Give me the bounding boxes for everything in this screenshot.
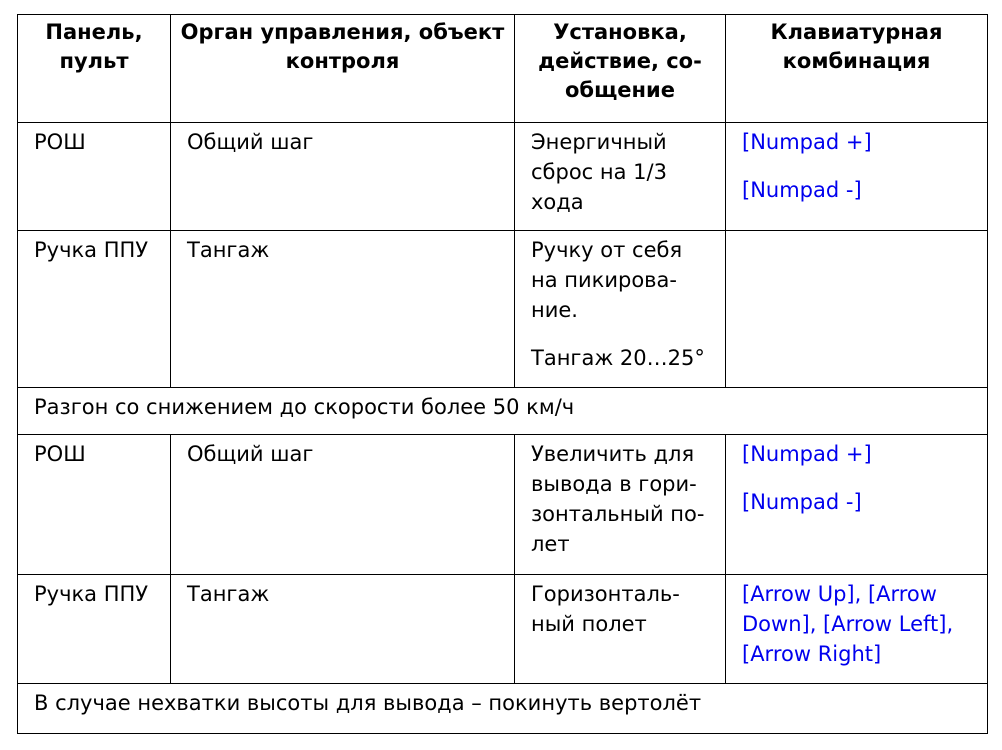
action-text: Ручку от себя на пикирова-ние. [531, 238, 683, 322]
action-text: Энергичный сброс на 1/3 хода [531, 130, 667, 214]
table-row [18, 575, 988, 684]
table-row [18, 231, 988, 388]
key-combo: [Arrow Up], [Arrow Down], [Arrow Left], [Arrow Right] [742, 582, 954, 666]
key-combo: [Numpad -] [742, 178, 862, 202]
header-panel: Панель, пульт [18, 15, 171, 123]
table-row [18, 123, 988, 231]
panel-cell: Ручка ППУ [18, 231, 171, 388]
action-cell [515, 435, 726, 575]
key-combo: [Numpad -] [742, 490, 862, 514]
header-keys: Клавиатурная комбинация [726, 15, 988, 123]
header-row [18, 15, 988, 123]
section-note: В случае нехватки высоты для вывода – покинуть вертолёт [18, 684, 988, 734]
action-cell [515, 123, 726, 231]
keys-cell [726, 231, 988, 388]
section-row [18, 684, 988, 734]
action-text: Тангаж 20…25° [531, 346, 705, 370]
keys-cell [726, 123, 988, 231]
keys-cell [726, 575, 988, 684]
key-combo: [Numpad +] [742, 130, 872, 154]
control-cell: Тангаж [171, 575, 515, 684]
panel-cell: РОШ [18, 123, 171, 231]
action-cell [515, 575, 726, 684]
table-row [18, 435, 988, 575]
section-row [18, 388, 988, 435]
control-cell: Общий шаг [171, 435, 515, 575]
panel-cell: Ручка ППУ [18, 575, 171, 684]
action-text: Горизонталь-ный полет [531, 582, 680, 636]
keys-cell [726, 435, 988, 575]
key-combo: [Numpad +] [742, 442, 872, 466]
control-cell: Общий шаг [171, 123, 515, 231]
control-cell: Тангаж [171, 231, 515, 388]
header-action: Установка, действие, со-общение [515, 15, 726, 123]
panel-cell: РОШ [18, 435, 171, 575]
action-cell [515, 231, 726, 388]
action-text: Увеличить для вывода в гори-зонтальный по-лет [531, 442, 705, 556]
section-note: Разгон со снижением до скорости более 50 км/ч [18, 388, 988, 435]
header-control: Орган управления, объект контроля [171, 15, 515, 123]
controls-table [17, 14, 988, 734]
